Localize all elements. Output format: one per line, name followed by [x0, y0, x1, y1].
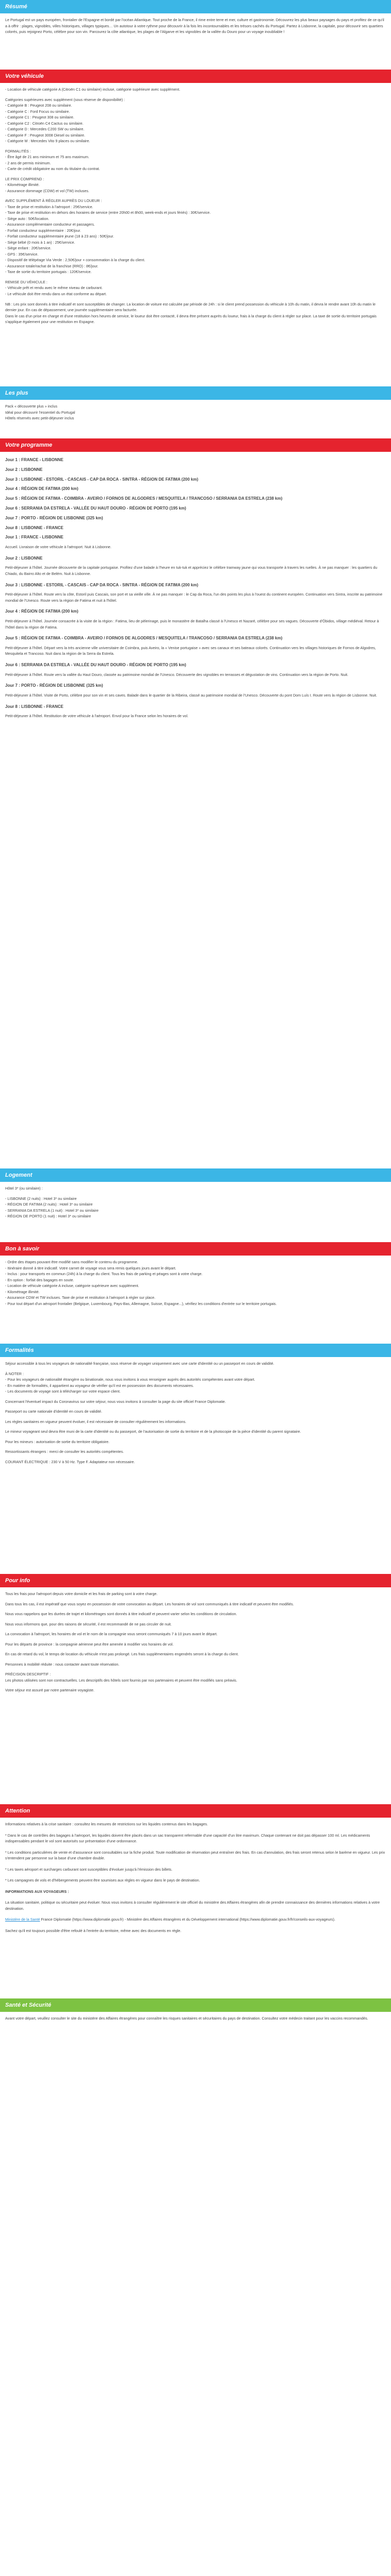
- formalites-line: - Pour les voyageurs de nationalité étrangère ou binationale, nous vous invitons à vous renseigner auprès des autorités compétentes avant votre départ.: [5, 1377, 255, 1382]
- programme-title: Votre programme: [5, 442, 53, 448]
- pourinfo-line: En cas de retard du vol, le temps de location du véhicule n'est pas prolongé. Les frais supplémentaires engendrés seront à la charge du client.: [5, 1652, 239, 1657]
- pourinfo-line: Nous vous informons que, pour des raisons de sécurité, il est recommandé de ne pas circuler de nuit.: [5, 1621, 172, 1626]
- closing-text: Sachez qu'il est toujours possible d'être refoulé à l'entrée du territoire, même avec des documents en règle.: [5, 1928, 182, 1933]
- pourinfo-line: Pour les départs de province : la compagnie aérienne peut être amenée à modifier vos horaires de vol.: [5, 1641, 174, 1647]
- pourinfo-line: [5, 1657, 386, 1662]
- day-description: Accueil. Livraison de votre véhicule à l'aéroport. Nuit à Lisbonne.: [5, 545, 111, 550]
- day-description: Petit-déjeuner à l'hôtel. Route vers la côte, Estoril puis Cascais, son port et sa vieille ville. À ne pas manquer : le Cap da Roca, l'un des points les plus à l'ouest du continent européen. Continuation vers Sintra, inscrite au patrimoine mondial de l'Unesco. Route vers la région de Fatima et nuit à l'hôtel.: [5, 592, 383, 603]
- bonasavoir-line: - En option : forfait des bagages en soute.: [5, 1277, 74, 1282]
- day-title: Jour 1 : FRANCE - LISBONNE: [5, 535, 63, 540]
- formalites-line: Les règles sanitaires en vigueur peuvent évoluer, il est nécessaire de consulter régulièrement les informations.: [5, 1419, 187, 1424]
- formalites-line: - En matière de formalités, il appartient au voyageur de vérifier qu'il est en possession des documents nécessaires.: [5, 1383, 194, 1388]
- pourinfo-line: Nous vous rappelons que les durées de trajet et kilométrages sont donnés à titre indicatif et peuvent varier selon les conditions de circulation.: [5, 1612, 237, 1617]
- resume-text: Le Portugal est un pays européen, frontalier de l'Espagne et bordé par l'océan Atlantique. Tout proche de la France, il rime entre terre et mer, culture et gastronomie. Découvrez les plus beaux paysages du pays et profitez de ce qu'il a à offrir : plages, vignobles, villes historiques, villages typiques… Un autotour à votre rythme pour découvrir à la fois les incontournables et les trésors cachés du Portugal. Partez à Lisbonne, la capitale, pour découvrir ses quartiers colorés, puis rejoignez Porto, célèbre pour son vin. Parcourez la côte atlantique, les plages de l'Algarve et les vignobles de la vallée du Douro pour un voyage inoubliable !: [5, 18, 384, 35]
- pourinfo-line: Votre séjour est assuré par notre partenaire voyagiste.: [5, 1688, 94, 1693]
- plus-title: Les plus: [5, 390, 28, 396]
- formalites-line: Pour les mineurs : autorisation de sortie du territoire obligatoire.: [5, 1439, 110, 1444]
- voiture-line: - Forfait conducteur supplémentaire : 20€/jour.: [5, 228, 82, 233]
- ministere-sante-link[interactable]: Ministère de la Santé: [5, 1917, 40, 1922]
- bonasavoir-section: [0, 1256, 391, 1344]
- voiture-line: [5, 275, 386, 279]
- bonasavoir-line: - Pour tout départ d'un aéroport frontalier (Belgique, Luxembourg, Pays-Bas, Allemagne, Suisse, Espagne...), vérifiez les conditions d'entrée sur le territoire portugais.: [5, 1301, 277, 1306]
- pourinfo-line: Personnes à mobilité réduite : nous contacter avant toute réservation.: [5, 1662, 120, 1667]
- voiture-line: - Siège bébé (0 mois à 1 an) : 25€/service.: [5, 240, 75, 245]
- sante-text: Avant votre départ, veuillez consulter le site du ministère des Affaires étrangères pour connaître les risques sanitaires et sécuritaires du pays de destination. Consultez votre médecin traitant pour les vaccins recommandés.: [5, 2016, 368, 2021]
- pourinfo-line: [5, 1597, 386, 1601]
- day-title: Jour 8 : LISBONNE - FRANCE: [5, 525, 63, 530]
- day-description: Petit-déjeuner à l'hôtel. Journée découverte de la capitale portugaise. Profitez d'une balade à l'heure en tuk-tuk et appréciez le célèbre tramway jaune qui vous transporte à travers les ruelles. À ne pas manquer : les quartiers du Chiado, du Bairro Alto et de Belém. Nuit à Lisbonne.: [5, 565, 378, 576]
- day-title: Jour 7 : PORTO - RÉGION DE LISBONNE (325 km): [5, 683, 103, 688]
- pourinfo-line: [5, 1637, 386, 1641]
- logement-line: - SERRANIA DA ESTRELA (1 nuit) : Hotel 3* ou similaire: [5, 1208, 99, 1213]
- pourinfo-line: Dans tous les cas, il est impératif que vous soyez en possession de votre convocation au départ. Les horaires de vol sont communiqués à titre indicatif et peuvent être modifiés.: [5, 1601, 294, 1606]
- bonasavoir-line: - Assurance CDW et TW incluses. Taxe de prise et restitution à l'aéroport à régler sur place.: [5, 1295, 156, 1300]
- logement-section: [0, 1182, 391, 1242]
- formalites-line: [5, 1415, 386, 1419]
- logement-line: Hôtel 3* (ou similaire) :: [5, 1186, 43, 1191]
- sante-section: [0, 2012, 391, 2043]
- day-description: Petit-déjeuner à l'hôtel. Départ vers la très ancienne ville universitaire de Coimbra, puis Aveiro, la « Venise portugaise » avec ses canaux et ses bateaux colorés. Continuation vers les villages historiques de Fornos de Algodres, Mesquitela et Trancoso. Nuit dans la région de la Serra da Estrela.: [5, 645, 376, 656]
- voiture-line: - Taxe de sortie du territoire portugais : 120€/service.: [5, 269, 92, 275]
- voiture-line: AVEC SUPPLÉMENT À RÉGLER AUPRÈS DU LOUEUR :: [5, 198, 102, 204]
- pourinfo-line: Les photos utilisées sont non contractuelles. Les descriptifs des hôtels sont fournis par nos partenaires et peuvent être modifiés sans préavis.: [5, 1677, 237, 1683]
- voiture-line: - Kilométrage illimité.: [5, 182, 40, 188]
- bonasavoir-header: [0, 1242, 391, 1256]
- voiture-line: - Assurance dommage (CDW) et vol (TW) incluses.: [5, 188, 89, 193]
- bonasavoir-line: - Itinéraire donné à titre indicatif. Votre carnet de voyage vous sera remis quelques jours avant le départ.: [5, 1265, 176, 1270]
- logement-header: [0, 1168, 391, 1182]
- voiture-line: [5, 194, 386, 198]
- pourinfo-section: [0, 1587, 391, 1804]
- formalites-section: [0, 1357, 391, 1574]
- plus-header: [0, 386, 391, 400]
- voiture-line: FORMALITÉS :: [5, 148, 31, 154]
- formalites-header: [0, 1344, 391, 1357]
- formalites-title: Formalités: [5, 1347, 34, 1353]
- attention-paragraph: * Les campagnes de vols et d'hébergements peuvent être soumises aux règles en vigueur dans le pays de destination.: [5, 1878, 200, 1883]
- attention-blocks: [5, 1821, 386, 1884]
- voiture-line: - Catégorie C2 : Citroën C4 Cactus ou similaire.: [5, 121, 84, 126]
- voiture-line: - Véhicule prêt et rendu avec le même niveau de carburant.: [5, 285, 103, 291]
- voiture-line: - Catégorie B : Peugeot 208 ou similaire.: [5, 103, 72, 108]
- pourinfo-header: [0, 1574, 391, 1587]
- attention-paragraph: Informations relatives à la crise sanitaire : consultez les mesures de restrictions sur les liquides contenus dans les bagages.: [5, 1822, 208, 1826]
- bonasavoir-line: - Ordre des étapes pouvant être modifié sans modifier le contenu du programme.: [5, 1260, 138, 1264]
- formalites-line: Passeport ou carte nationale d'identité en cours de validité.: [5, 1409, 102, 1414]
- day-title: Jour 4 : RÉGION DE FATIMA (200 km): [5, 486, 78, 492]
- pourinfo-line: [5, 1667, 386, 1671]
- formalites-line: À NOTER :: [5, 1371, 24, 1376]
- plus-line: Pack « découverte plus » inclus: [5, 404, 58, 409]
- voiture-line: - Siège enfant : 20€/service.: [5, 246, 52, 251]
- voiture-line: - Forfait conducteur supplémentaire jeune (18 à 23 ans) : 50€/jour.: [5, 234, 114, 239]
- voiture-line: - Assurance complémentaire conducteur et passagers.: [5, 222, 95, 227]
- day-title: Jour 3 : LISBONNE - ESTORIL - CASCAIS - CAP DA ROCA - SINTRA - RÉGION DE FATIMA (200 km): [5, 477, 199, 482]
- voiture-line: - Le véhicule doit être rendu dans un état conforme au départ.: [5, 291, 107, 296]
- formalites-line: - Les documents de voyage sont à télécharger sur votre espace client.: [5, 1389, 121, 1394]
- voiture-line: NB : Les prix sont donnés à titre indicatif et sont susceptibles de changer. La location de voiture est calculée par période de 24h : si le client prend possession du véhicule à 10h du matin, il devra le rendre avant 10h du matin le dernier jour. En cas de dépassement, une journée supplémentaire sera facturée.: [5, 301, 376, 313]
- sante-title: Santé et Sécurité: [5, 2002, 52, 2008]
- attention-paragraph: * Les conditions particulières de vente et d'assurance sont consultables sur la fiche produit. Toute modification de réservation peut entraîner des frais. En cas d'annulation, des frais seront retenus selon le barème en vigueur. Les prix s'entendent par personne sur la base d'une chambre double.: [5, 1850, 385, 1861]
- resume-header: [0, 0, 391, 13]
- formalites-line: COURANT ÉLECTRIQUE : 230 V à 50 Hz. Type F. Adaptateur non nécessaire.: [5, 1459, 135, 1464]
- voiture-line: [5, 297, 386, 301]
- programme-section: [0, 452, 391, 1168]
- voiture-line: - Taxe de prise et restitution en dehors des horaires de service (entre 20h00 et 8h00, week-ends et jours fériés) : 30€/service.: [5, 210, 211, 215]
- day-title: Jour 2 : LISBONNE: [5, 467, 43, 472]
- day-title: Jour 6 : SERRANIA DA ESTRELA - VALLÉE DU HAUT DOURO - RÉGION DE PORTO (195 km): [5, 663, 186, 667]
- logement-line: - RÉGION DE FATIMA (2 nuits) : Hotel 3* ou similaire: [5, 1202, 93, 1207]
- plus-section: [0, 400, 391, 438]
- info-voyageurs-text: La situation sanitaire, politique ou sécuritaire peut évoluer. Nous vous invitons à consulter régulièrement le site officiel du ministère des Affaires étrangères afin de prendre connaissance des dernières informations relatives à votre destination.: [5, 1900, 380, 1911]
- plus-line: Hôtels réservés avec petit-déjeuner inclus: [5, 416, 74, 421]
- voiture-line: Dans le cas d'un prise en charge et d'une restitution hors heures de service, le loueur doit être contacté, il devra être présent auprès du loueur, frais à la charge du client à régler sur place. La taxe de sortie du territoire portugais s'applique également pour une restitution en Espagne.: [5, 313, 377, 325]
- day-description: Petit-déjeuner à l'hôtel. Journée consacrée à la visite de la région : Fatima, lieu de pèlerinage, puis le monastère de Batalha classé à l'Unesco et Nazaré, célèbre pour ses vagues. Découverte d'Óbidos, village médiéval. Retour à l'hôtel dans la région de Fatima.: [5, 619, 379, 630]
- links-text: France Diplomatie (https://www.diplomatie.gouv.fr) - Ministère des Affaires étrangères et du Développement international (https://www.diplomatie.gouv.fr/fr/conseils-aux-voyageurs).: [41, 1917, 335, 1922]
- voiture-line: - Être âgé de 21 ans minimum et 75 ans maximum.: [5, 155, 89, 160]
- info-voyageurs-title: INFORMATIONS AUX VOYAGEURS :: [5, 1889, 69, 1894]
- voiture-line: REMISE DU VÉHICULE :: [5, 279, 47, 284]
- pourinfo-line: Tous les frais pour l'aéroport depuis votre domicile et les frais de parking sont à votre charge.: [5, 1591, 158, 1596]
- day-title: Jour 6 : SERRANIA DA ESTRELA - VALLÉE DU HAUT DOURO - RÉGION DE PORTO (195 km): [5, 505, 186, 511]
- voiture-line: - Catégorie C1 : Peugeot 308 ou similaire.: [5, 115, 74, 120]
- formalites-line: [5, 1435, 386, 1439]
- voiture-line: - Catégorie D : Mercedes C200 SW ou similaire.: [5, 127, 85, 132]
- vehicle-section: [0, 83, 391, 386]
- voiture-line: - Catégorie F : Peugeot 3008 Diesel ou similaire.: [5, 132, 86, 138]
- sante-header: [0, 1998, 391, 2012]
- vehicle-title: Votre véhicule: [5, 73, 44, 79]
- day-title: Jour 5 : RÉGION DE FATIMA - COIMBRA - AVEIRO / FORNOS DE ALGODRES / MESQUITELA / TRANCOSO / SERRANIA DA ESTRELA (238 km): [5, 636, 283, 641]
- formalites-line: [5, 1455, 386, 1459]
- pourinfo-line: [5, 1683, 386, 1687]
- logement-title: Logement: [5, 1172, 32, 1178]
- voiture-line: - Catégorie M : Mercedes Vito 9 places ou similaire.: [5, 139, 90, 144]
- logement-line: [5, 1192, 386, 1196]
- formalites-line: [5, 1445, 386, 1449]
- voiture-line: - Location de véhicule catégorie A (Citroën C1 ou similaire) incluse, catégorie supérieure avec supplément.: [5, 87, 181, 92]
- formalites-line: Le mineur voyageant seul devra être muni de la carte d'identité ou du passeport, de l'autorisation de sortie du territoire et de la photocopie de la pièce d'identité du parent signataire.: [5, 1429, 301, 1434]
- voiture-line: [5, 172, 386, 176]
- bonasavoir-line: - Location de véhicule catégorie A incluse, catégorie supérieure avec supplément.: [5, 1283, 139, 1289]
- formalites-line: Ressortissants étrangers : merci de consulter les autorités compétentes.: [5, 1449, 124, 1454]
- pourinfo-line: [5, 1647, 386, 1651]
- voiture-line: - Carte de crédit obligatoire au nom du titulaire du contrat.: [5, 166, 100, 172]
- day-description: Petit-déjeuner à l'hôtel. Restitution de votre véhicule à l'aéroport. Envol pour la France selon les horaires de vol.: [5, 714, 189, 719]
- voiture-line: [5, 93, 386, 97]
- voiture-line: - GPS : 35€/service.: [5, 251, 39, 257]
- day-description: Petit-déjeuner à l'hôtel. Visite de Porto, célèbre pour son vin et ses caves. Balade dans le quartier de la Ribeira, classé au patrimoine mondial de l'Unesco. Découverte du pont Dom Luís I. Route vers la région de Lisbonne. Nuit.: [5, 693, 377, 698]
- formalites-line: [5, 1425, 386, 1429]
- day-title: Jour 1 : FRANCE - LISBONNE: [5, 457, 63, 462]
- day-description: Petit-déjeuner à l'hôtel. Route vers la vallée du Haut Douro, classée au patrimoine mondial de l'Unesco. Découverte des vignobles en terrasses et dégustation de vins. Continuation vers la région de Porto. Nuit.: [5, 672, 349, 677]
- voiture-line: - Catégorie C : Ford Focus ou similaire.: [5, 109, 70, 114]
- resume-title: Résumé: [5, 4, 27, 10]
- pourinfo-line: [5, 1617, 386, 1621]
- pourinfo-line: [5, 1627, 386, 1631]
- bonasavoir-line: - Kilométrage illimité.: [5, 1289, 40, 1294]
- resume-section: [0, 13, 391, 70]
- day-title: Jour 3 : LISBONNE - ESTORIL - CASCAIS - CAP DA ROCA - SINTRA - RÉGION DE FATIMA (200 km): [5, 582, 199, 587]
- voiture-line: Catégories supérieures avec supplément (sous réserve de disponibilité) :: [5, 97, 125, 102]
- pourinfo-line: [5, 1607, 386, 1611]
- vehicle-header: [0, 70, 391, 83]
- attention-paragraph: * Dans le cas de contrôles des bagages à l'aéroport, les liquides doivent être placés dans un sac transparent refermable d'une capacité d'un litre maximum. Chaque contenant ne doit pas dépasser 100 ml. Les médicaments indispensables pendant le vol sont autorisés sur présentation d'une ordonnance.: [5, 1833, 370, 1844]
- pourinfo-title: Pour info: [5, 1578, 30, 1584]
- bonasavoir-title: Bon à savoir: [5, 1246, 40, 1252]
- pourinfo-line: La convocation à l'aéroport, les horaires de vol et le nom de la compagnie vous seront communiqués 7 à 10 jours avant le départ.: [5, 1632, 218, 1637]
- formalites-line: [5, 1367, 386, 1371]
- day-title: Jour 5 : RÉGION DE FATIMA - COIMBRA - AVEIRO / FORNOS DE ALGODRES / MESQUITELA / TRANCOSO / SERRANIA DA ESTRELA (238 km): [5, 496, 283, 501]
- attention-title: Attention: [5, 1808, 30, 1814]
- voiture-line: - Assurance totale/rachat de la franchise (RRO) : 8€/jour.: [5, 263, 99, 268]
- logement-line: - LISBONNE (2 nuits) : Hotel 3* ou similaire: [5, 1196, 77, 1201]
- logement-line: - RÉGION DE PORTO (1 nuit) : Hotel 3* ou similaire: [5, 1214, 91, 1219]
- day-title: Jour 7 : PORTO - RÉGION DE LISBONNE (325 km): [5, 515, 103, 520]
- attention-header: [0, 1804, 391, 1818]
- attention-paragraph: * Les taxes aéroport et surcharges carburant sont susceptibles d'évoluer jusqu'à l'émission des billets.: [5, 1867, 173, 1872]
- programme-header: [0, 438, 391, 452]
- formalites-line: [5, 1395, 386, 1399]
- day-title: Jour 2 : LISBONNE: [5, 555, 43, 561]
- plus-line: Idéal pour découvrir l'essentiel du Portugal: [5, 410, 75, 415]
- formalites-line: Séjour accessible à tous les voyageurs de nationalité française, sous réserve de voyager uniquement avec une carte d'identité ou un passeport en cours de validité.: [5, 1361, 274, 1366]
- day-title: Jour 8 : LISBONNE - FRANCE: [5, 704, 63, 709]
- attention-section: [0, 1818, 391, 1998]
- voiture-line: LE PRIX COMPREND :: [5, 176, 44, 181]
- voiture-line: - Siège auto : 50€/location.: [5, 216, 50, 221]
- formalites-line: Concernant l'éventuel impact du Coronavirus sur votre séjour, nous vous invitons à consulter la page du site officiel France Diplomatie.: [5, 1399, 226, 1404]
- day-title: Jour 4 : RÉGION DE FATIMA (200 km): [5, 609, 78, 614]
- voiture-line: - Dispositif de télépéage Via Verde : 2,50€/jour + consommation à la charge du client.: [5, 258, 145, 263]
- pourinfo-line: PRÉCISION DESCRIPTIF :: [5, 1672, 51, 1677]
- voiture-line: - Taxe de prise et restitution à l'aéroport : 25€/service.: [5, 204, 93, 209]
- bonasavoir-line: - Inclus : pour transports en commun (24h) à la charge du client. Tous les frais de parking et péages sont à votre charge.: [5, 1272, 203, 1277]
- formalites-line: [5, 1404, 386, 1409]
- voiture-line: - 2 ans de permis minimum.: [5, 160, 51, 165]
- voiture-line: [5, 144, 386, 148]
